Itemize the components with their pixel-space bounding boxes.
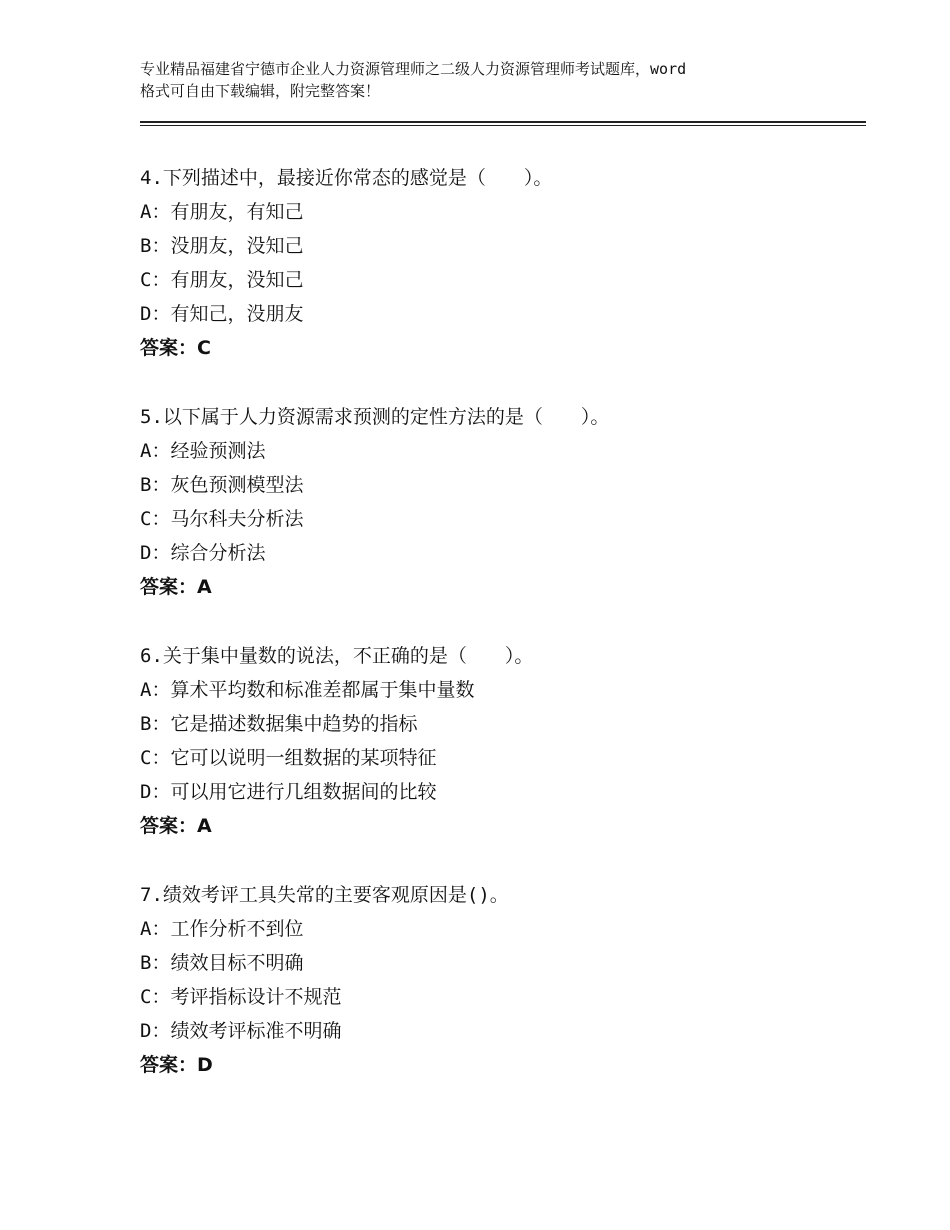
header-divider-thick	[140, 121, 866, 123]
question-4	[140, 161, 860, 365]
header-divider-thin	[140, 125, 866, 126]
option-c: C：考评指标设计不规范	[140, 986, 342, 1008]
option-a: A：经验预测法	[140, 440, 266, 462]
option-b: B：绩效目标不明确	[140, 952, 304, 974]
option-c: C：有朋友，没知己	[140, 269, 304, 291]
option-a: A：工作分析不到位	[140, 918, 304, 940]
header-line-1: 专业精品福建省宁德市企业人力资源管理师之二级人力资源管理师考试题库，word	[140, 60, 687, 78]
option-c: C：它可以说明一组数据的某项特征	[140, 747, 437, 769]
option-b: B：灰色预测模型法	[140, 474, 304, 496]
answer-line: 答案：C	[140, 337, 211, 359]
option-b: B：没朋友，没知己	[140, 235, 304, 257]
option-d: D：绩效考评标准不明确	[140, 1020, 342, 1042]
question-stem: 7.绩效考评工具失常的主要客观原因是()。	[140, 884, 509, 906]
question-6	[140, 639, 860, 843]
option-b: B：它是描述数据集中趋势的指标	[140, 713, 418, 735]
answer-line: 答案：D	[140, 1054, 213, 1076]
option-a: A：算术平均数和标准差都属于集中量数	[140, 679, 475, 701]
option-d: D：有知己，没朋友	[140, 303, 304, 325]
option-d: D：可以用它进行几组数据间的比较	[140, 781, 437, 803]
answer-line: 答案：A	[140, 576, 212, 598]
question-7	[140, 878, 860, 1082]
document-header	[140, 58, 840, 102]
question-stem: 6.关于集中量数的说法，不正确的是（ ）。	[140, 645, 534, 667]
answer-line: 答案：A	[140, 815, 212, 837]
header-line-2: 格式可自由下载编辑，附完整答案！	[140, 82, 381, 100]
question-stem: 5.以下属于人力资源需求预测的定性方法的是（ ）。	[140, 406, 610, 428]
question-5	[140, 400, 860, 604]
option-d: D：综合分析法	[140, 542, 266, 564]
question-stem: 4.下列描述中，最接近你常态的感觉是（ ）。	[140, 167, 553, 189]
option-a: A：有朋友，有知己	[140, 201, 304, 223]
option-c: C：马尔科夫分析法	[140, 508, 304, 530]
